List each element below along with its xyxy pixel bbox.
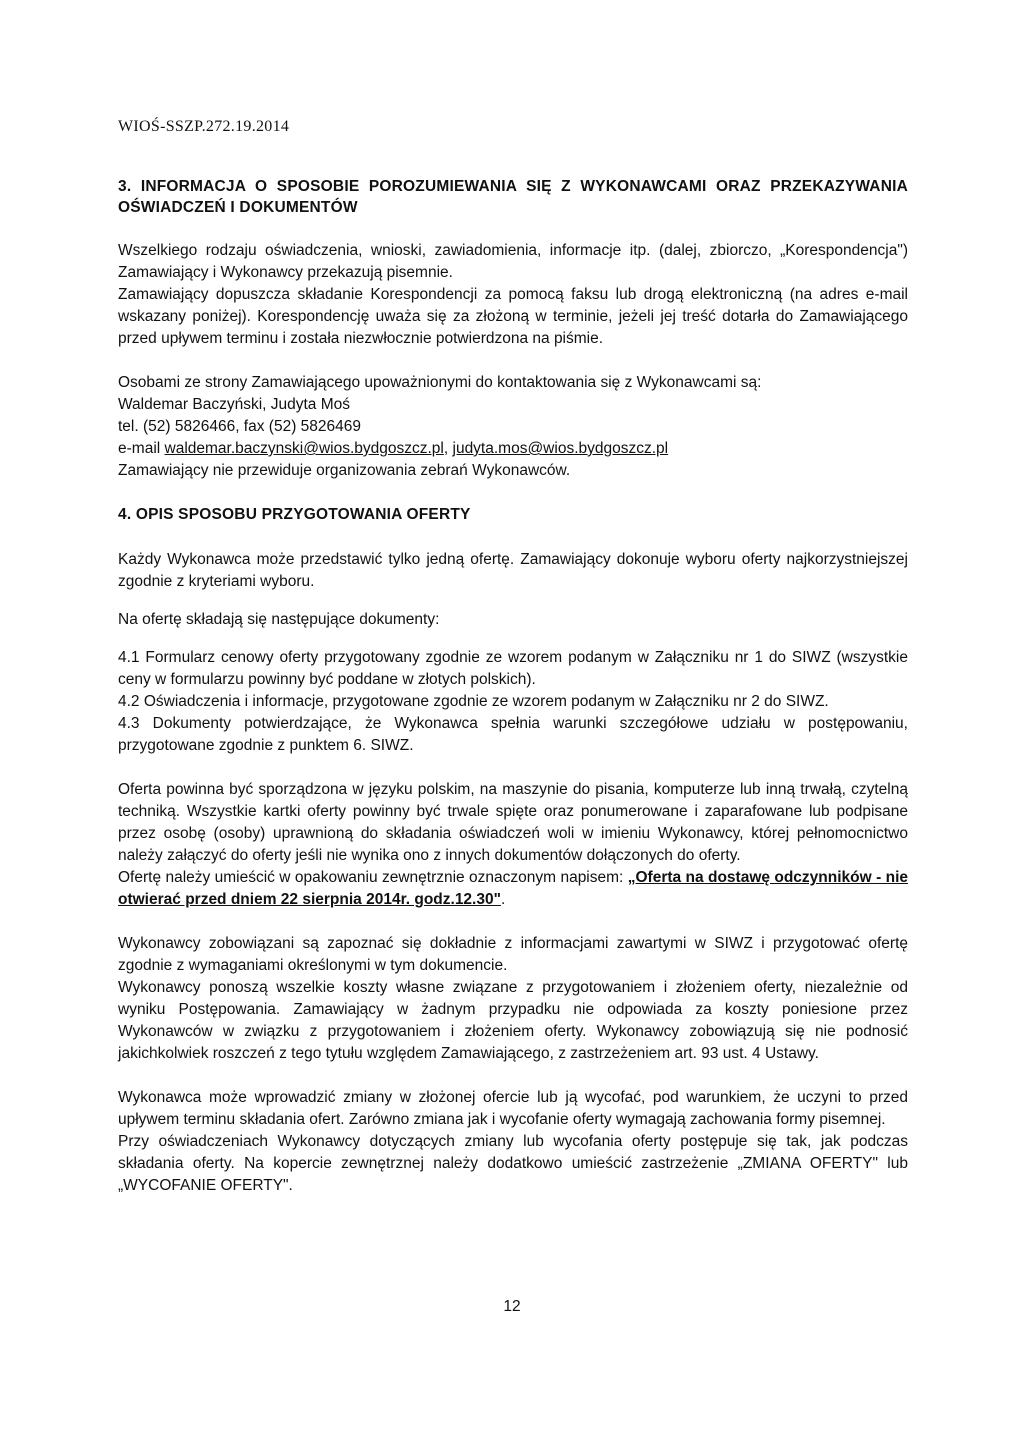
email-link-baczynski[interactable]: waldemar.baczynski@wios.bydgoszcz.pl xyxy=(164,440,444,457)
document-page xyxy=(118,118,908,1197)
offer-form-paragraph: Oferta powinna być sporządzona w języku polskim, na maszynie do pisania, komputerze lub inną trwałą, czytelną techniką. Wszystkie kartki oferty powinny być trwale spięte oraz ponumerowane i zaparafowane lub podpisane przez osobę (osoby) uprawnioną do składania oświadczeń woli w imieniu Wykonawcy, której pełnomocnictwo należy załączyć do oferty jeśli nie wynika ono z innych dokumentów dołączonych do oferty. xyxy=(118,781,908,864)
email-label: e-mail xyxy=(118,440,161,457)
page-number: 12 xyxy=(503,1298,521,1315)
package-end: . xyxy=(500,891,506,908)
documents-intro: Na ofertę składają się następujące dokumenty: xyxy=(118,611,440,628)
correspondence-paragraph: Wszelkiego rodzaju oświadczenia, wnioski, zawiadomienia, informacje itp. (dalej, zbiorczo, „Korespondencja") Zamawiający i Wykonawcy przekazują pisemnie. xyxy=(118,242,908,281)
contacts-email-line xyxy=(118,438,908,460)
document-item-4-2: 4.2 Oświadczenia i informacje, przygotowane zgodnie ze wzorem podanym w Załączniku nr 2 do SIWZ. xyxy=(118,693,829,710)
costs-paragraph: Wykonawcy ponoszą wszelkie koszty własne związane z przygotowaniem i złożeniem oferty, niezależnie od wyniku Postępowania. Zamawiający w żadnym przypadku nie odpowiada za koszty poniesione przez Wykonawców w związku z przygotowaniem i złożeniem oferty. Wykonawcy zobowiązują się nie podnosić jakichkolwiek roszczeń z tego tytułu względem Zamawiającego, z zastrzeżeniem art. 93 ust. 4 Ustawy. xyxy=(118,979,908,1062)
email-separator: , xyxy=(443,440,449,457)
no-meetings-note: Zamawiający nie przewiduje organizowania zebrań Wykonawców. xyxy=(118,462,571,479)
section-3-heading: 3. INFORMACJA O SPOSOBIE POROZUMIEWANIA SIĘ Z WYKONAWCAMI ORAZ PRZEKAZYWANIA OŚWIADCZEŃ I DOKUMENTÓW xyxy=(118,178,908,216)
contacts-names: Waldemar Baczyński, Judyta Moś xyxy=(118,396,351,413)
single-offer-paragraph: Każdy Wykonawca może przedstawić tylko jedną ofertę. Zamawiający dokonuje wyboru oferty najkorzystniejszej zgodnie z kryteriami wyboru. xyxy=(118,551,908,590)
document-item-4-1: 4.1 Formularz cenowy oferty przygotowany zgodnie ze wzorem podanym w Załączniku nr 1 do SIWZ (wszystkie ceny w formularzu powinny być poddane w złotych polskich). xyxy=(118,649,908,688)
document-reference: WIOŚ-SSZP.272.19.2014 xyxy=(118,118,290,135)
contacts-phone: tel. (52) 5826466, fax (52) 5826469 xyxy=(118,418,362,435)
package-text: Ofertę należy umieścić w opakowaniu zewnętrznie oznaczonym napisem: xyxy=(118,869,628,886)
email-link-mos[interactable]: judyta.mos@wios.bydgoszcz.pl xyxy=(452,440,669,457)
obligations-paragraph: Wykonawcy zobowiązani są zapoznać się dokładnie z informacjami zawartymi w SIWZ i przygotować ofertę zgodnie z wymaganiami określonymi w tym dokumencie. xyxy=(118,935,908,974)
package-label: „Oferta na dostawę odczynników - nie otwierać przed dniem 22 sierpnia 2014r. godz.12.30" xyxy=(118,869,908,908)
section-4-heading: 4. OPIS SPOSOBU PRZYGOTOWANIA OFERTY xyxy=(118,506,471,523)
document-item-4-3: 4.3 Dokumenty potwierdzające, że Wykonawca spełnia warunki szczegółowe udziału w postępowaniu, przygotowane zgodnie z punktem 6. SIWZ. xyxy=(118,715,908,754)
fax-email-paragraph: Zamawiający dopuszcza składanie Korespondencji za pomocą faksu lub drogą elektroniczną (na adres e-mail wskazany poniżej). Korespondencję uważa się za złożoną w terminie, jeżeli jej treść dotarła do Zamawiającego przed upływem terminu i została niezwłocznie potwierdzona na piśmie. xyxy=(118,286,908,347)
offer-package-paragraph xyxy=(118,867,908,911)
contacts-intro: Osobami ze strony Zamawiającego upoważnionymi do kontaktowania się z Wykonawcami są: xyxy=(118,374,762,391)
changes-paragraph: Wykonawca może wprowadzić zmiany w złożonej ofercie lub ją wycofać, pod warunkiem, że uczyni to przed upływem terminu składania ofert. Zarówno zmiana jak i wycofanie oferty wymagają zachowania formy pisemnej. xyxy=(118,1089,908,1128)
changes-procedure-paragraph: Przy oświadczeniach Wykonawcy dotyczących zmiany lub wycofania oferty postępuje się tak, jak podczas składania oferty. Na kopercie zewnętrznej należy dodatkowo umieścić zastrzeżenie „ZMIANA OFERTY" lub „WYCOFANIE OFERTY". xyxy=(118,1133,908,1194)
